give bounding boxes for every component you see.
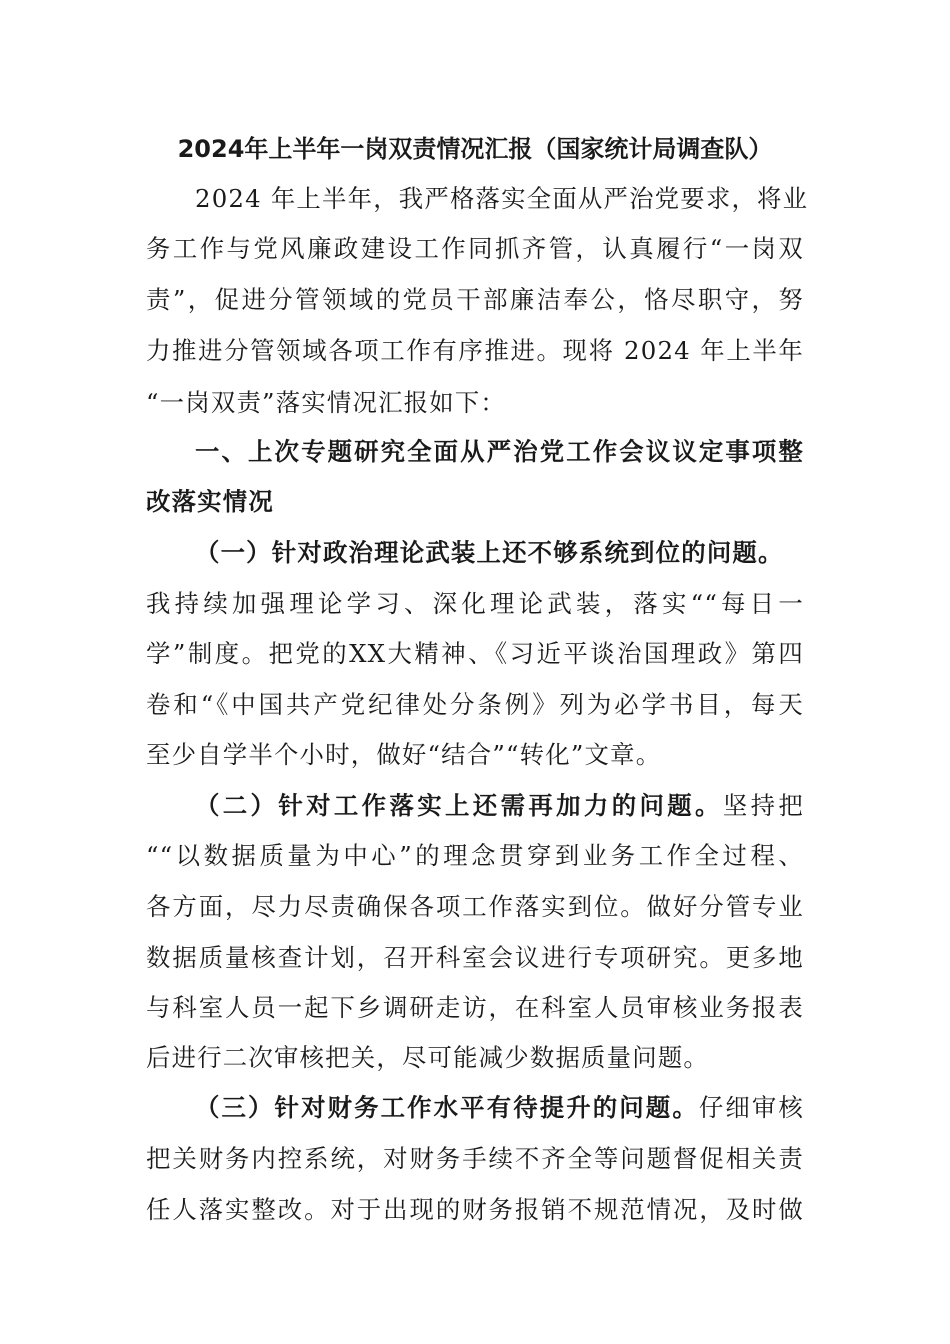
section-heading: 一、上次专题研究全面从严治党工作会议议定事项整 <box>195 437 804 466</box>
body-line: ““以数据质量为中心”的理念贯穿到业务工作全过程、 <box>146 841 804 870</box>
body-line: 把关财务内控系统，对财务手续不齐全等问题督促相关责 <box>146 1144 804 1173</box>
body-text: 坚持把 <box>722 791 804 820</box>
intro-line: 责”，促进分管领域的党员干部廉洁奉公，恪尽职守，努 <box>146 285 804 314</box>
subsection-heading: （二）针对工作落实上还需再加力的问题。 <box>195 791 723 820</box>
intro-line: 力推进分管领域各项工作有序推进。现将 2024 年上半年 <box>146 336 804 365</box>
document-title: 2024年上半年一岗双责情况汇报（国家统计局调查队） <box>177 135 773 163</box>
intro-line: 务工作与党风廉政建设工作同抓齐管，认真履行“一岗双 <box>146 234 804 263</box>
section-heading: 改落实情况 <box>146 487 274 516</box>
body-line: 我持续加强理论学习、深化理论武装，落实““每日一 <box>146 589 804 618</box>
body-line: 至少自学半个小时，做好“结合”“转化”文章。 <box>146 740 662 769</box>
body-line: 与科室人员一起下乡调研走访，在科室人员审核业务报表 <box>146 993 804 1022</box>
body-line: 卷和“《中国共产党纪律处分条例》列为必学书目，每天 <box>146 690 804 719</box>
subsection-first-line <box>195 1091 804 1125</box>
body-line: 后进行二次审核把关，尽可能减少数据质量问题。 <box>146 1043 709 1072</box>
body-line: 任人落实整改。对于出现的财务报销不规范情况，及时做 <box>146 1195 804 1224</box>
subsection-heading: （三）针对财务工作水平有待提升的问题。 <box>195 1093 699 1122</box>
intro-line: “一岗双责”落实情况汇报如下： <box>146 388 507 417</box>
body-line: 数据质量核查计划，召开科室会议进行专项研究。更多地 <box>146 943 804 972</box>
subsection-heading: （一）针对政治理论武装上还不够系统到位的问题。 <box>195 538 784 567</box>
body-text: 仔细审核 <box>698 1093 804 1122</box>
intro-line: 2024 年上半年，我严格落实全面从严治党要求，将业 <box>195 184 809 213</box>
body-line: 学”制度。把党的XX大精神、《习近平谈治国理政》第四 <box>146 639 804 668</box>
body-line: 各方面，尽力尽责确保各项工作落实到位。做好分管专业 <box>146 892 804 921</box>
subsection-first-line <box>195 789 804 823</box>
